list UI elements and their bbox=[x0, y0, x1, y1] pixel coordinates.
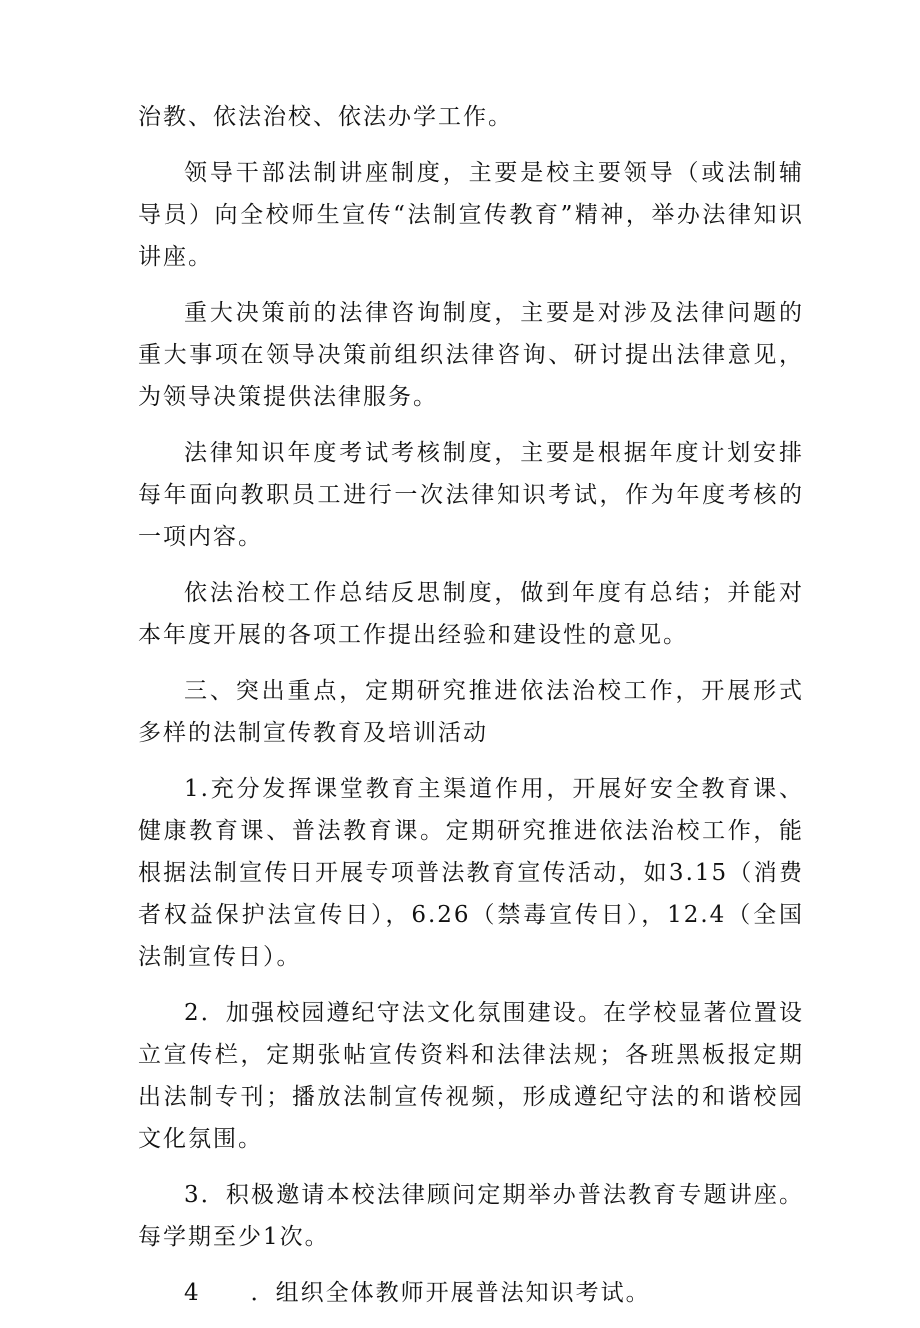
paragraph-annual-exam: 法律知识年度考试考核制度，主要是根据年度计划安排每年面向教职员工进行一次法律知识考试，作为年度考核的一项内容。 bbox=[138, 440, 804, 550]
paragraph-summary-reflection: 依法治校工作总结反思制度，做到年度有总结；并能对本年度开展的各项工作提出经验和建设性的意见。 bbox=[138, 580, 804, 648]
paragraph-legal-consultation: 重大决策前的法律咨询制度，主要是对涉及法律问题的重大事项在领导决策前组织法律咨询、研讨提出法律意见，为领导决策提供法律服务。 bbox=[138, 300, 804, 410]
section-heading-three: 三、突出重点，定期研究推进依法治校工作，开展形式多样的法制宣传教育及培训活动 bbox=[138, 678, 804, 746]
list-item-1: 1.充分发挥课堂教育主渠道作用，开展好安全教育课、健康教育课、普法教育课。定期研究推进依法治校工作，能根据法制宣传日开展专项普法教育宣传活动，如3.15（消费者权益保护法宣传日），6.26（禁毒宣传日），12.4（全国法制宣传日）。 bbox=[138, 776, 804, 970]
list-item-2: 2．加强校园遵纪守法文化氛围建设。在学校显著位置设立宣传栏，定期张帖宣传资料和法律法规；各班黑板报定期出法制专刊；播放法制宣传视频，形成遵纪守法的和谐校园文化氛围。 bbox=[138, 1000, 804, 1152]
paragraph-continuation: 治教、依法治校、依法办学工作。 bbox=[138, 104, 513, 130]
document-body bbox=[138, 96, 804, 1328]
list-item-4: 4 ．组织全体教师开展普法知识考试。 bbox=[184, 1280, 651, 1306]
paragraph-leadership-lecture: 领导干部法制讲座制度，主要是校主要领导（或法制辅导员）向全校师生宣传“法制宣传教育”精神，举办法律知识讲座。 bbox=[138, 160, 804, 270]
list-item-3: 3．积极邀请本校法律顾问定期举办普法教育专题讲座。每学期至少1次。 bbox=[138, 1182, 804, 1250]
